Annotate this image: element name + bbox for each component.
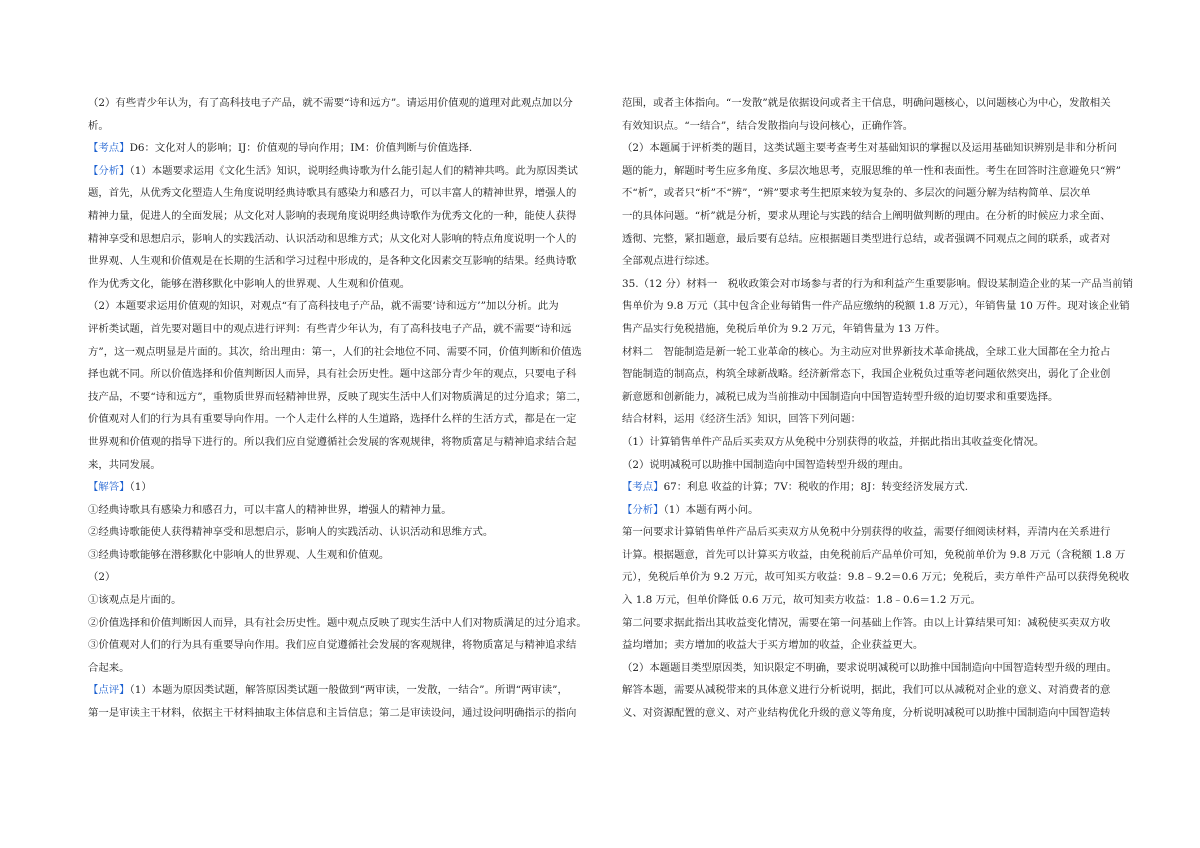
section-tag: 【分析】 (88, 164, 130, 177)
section-tag: 【点评】 (88, 684, 130, 697)
line-text: 第一是审读主干材料，依据主干材料抽取主体信息和主旨信息；第二是审读设问，通过设问明确指示的指向 (88, 707, 577, 720)
line-text: （2）本题要求运用价值观的知识，对观点“有了高科技电子产品，就不需要‘诗和远方’”加以分析。此为 (88, 300, 559, 313)
line-text: 作为优秀文化，能够在潜移默化中影响人的世界观、人生观和价值观。 (88, 277, 411, 290)
text-line (88, 182, 608, 205)
text-line (622, 160, 1142, 183)
line-text: 题的能力，解题时考生应多角度、多层次地思考，克服思维的单一性和表面性。考生在回答时注意避免只“辨” (622, 164, 1121, 177)
line-text: 解答本题，需要从减税带来的具体意义进行分析说明，据此，我们可以从减税对企业的意义、对消费者的意 (622, 684, 1111, 697)
text-line (88, 273, 608, 296)
text-line (88, 544, 608, 567)
line-text: 一的具体问题。“析”就是分析，要求从理论与实践的结合上阐明做判断的理由。在分析的时候应力求全面、 (622, 209, 1111, 222)
section-tag: 【解答】 (88, 481, 130, 494)
text-line (622, 92, 1142, 115)
line-text: （2）本题属于评析类的题目，这类试题主要考查考生对基础知识的掌握以及运用基础知识辨别是非和分析问 (622, 142, 1117, 155)
line-text: 题，首先，从优秀文化塑造人生角度说明经典诗歌具有感染力和感召力，可以丰富人的精神世界，增强人的 (88, 187, 577, 200)
text-line (88, 318, 608, 341)
text-line (622, 589, 1142, 612)
line-text: （2）有些青少年认为，有了高科技电子产品，就不需要“诗和远方”。请运用价值观的道理对此观点加以分 (88, 97, 573, 109)
line-text: 范围，或者主体指向。“一发散”就是依据设问或者主干信息，明确问题核心，以问题核心为中心，发散相关 (622, 97, 1111, 109)
text-line (622, 386, 1142, 409)
text-line (88, 386, 608, 409)
text-line (622, 273, 1142, 296)
line-text: 精神享受和思想启示，影响人的实践活动、认识活动和思维方式；从文化对人影响的特点角度说明一个人的 (88, 232, 577, 245)
line-text: ②经典诗歌能使人获得精神享受和思想启示，影响人的实践活动、认识活动和思维方式。 (88, 526, 494, 539)
text-line (88, 657, 608, 680)
text-line (88, 702, 608, 725)
right-column (622, 92, 1142, 725)
line-text: 全部观点进行综述。 (622, 255, 716, 268)
line-text: 售产品实行免税措施，免税后单价为 9.2 万元，年销售量为 13 万件。 (622, 322, 946, 335)
text-line (622, 205, 1142, 228)
line-text: 世界观和价值观的指导下进行的。所以我们应自觉遵循社会发展的客观规律，将物质富足与精神追求结合起 (88, 435, 577, 448)
section-tag: 【考点】 (88, 142, 130, 155)
line-text: 材料二 智能制造是新一轮工业革命的核心。为主动应对世界新技术革命挑战，全球工业大国都在全力抢占 (622, 345, 1111, 358)
text-line (622, 634, 1142, 657)
line-text: 元），免税后单价为 9.2 万元，故可知买方收益：9.8﹣9.2＝0.6 万元；免税后，卖方单件产品可以获得免税收 (622, 571, 1130, 584)
text-line (88, 205, 608, 228)
line-text: ③经典诗歌能够在潜移默化中影响人的世界观、人生观和价值观。 (88, 548, 390, 561)
text-line (88, 137, 608, 160)
line-text: 入 1.8 万元，但单价降低 0.6 万元，故可知卖方收益：1.8﹣0.6＝1.2 万元。 (622, 594, 981, 607)
text-line (88, 679, 608, 702)
line-text: 择也就不同。所以价值选择和价值判断因人而异，具有社会历史性。题中这部分青少年的观点，只要电子科 (88, 368, 577, 381)
line-text: 售单价为 9.8 万元（其中包含企业每销售一件产品应缴纳的税额 1.8 万元），年销售量 10 万件。现对该企业销 (622, 300, 1130, 313)
line-text: 方”，这一观点明显是片面的。其次，给出理由：第一，人们的社会地位不同、需要不同，价值判断和价值选 (88, 345, 582, 358)
text-line (622, 431, 1142, 454)
text-line (622, 137, 1142, 160)
line-text: 新意愿和创新能力，减税已成为当前推动中国制造向中国智造转型升级的迫切要求和重要选择。 (622, 390, 1059, 403)
line-text: 35.（12 分）材料一 税收政策会对市场参与者的行为和利益产生重要影响。假设某制造企业的某一产品当前销 (622, 277, 1134, 290)
line-text: 义、对资源配置的意义、对产业结构优化升级的意义等角度，分析说明减税可以助推中国制造向中国智造转 (622, 707, 1111, 720)
text-line (622, 318, 1142, 341)
line-text: 析。 (88, 119, 109, 132)
text-line (88, 160, 608, 183)
text-line (88, 634, 608, 657)
text-line (622, 679, 1142, 702)
text-line (622, 228, 1142, 251)
line-text: （1）计算销售单件产品后买卖双方从免税中分别获得的收益，并据此指出其收益变化情况。 (622, 435, 1045, 448)
left-column (88, 92, 608, 725)
line-text: （1）本题为原因类试题，解答原因类试题一般做到“两审读，一发散，一结合”。所谓“两审读”， (129, 684, 568, 697)
text-line (88, 566, 608, 589)
line-text: 结合材料，运用《经济生活》知识，回答下列问题： (622, 413, 861, 426)
text-line (88, 454, 608, 477)
text-line (88, 408, 608, 431)
line-text: 第二问要求据此指出其收益变化情况，需要在第一问基础上作答。由以上计算结果可知：减税使买卖双方收 (622, 616, 1111, 629)
line-text: （2）说明减税可以助推中国制造向中国智造转型升级的理由。 (622, 458, 910, 471)
line-text: 有效知识点。“一结合”，结合发散指向与设问核心，正确作答。 (622, 119, 914, 132)
text-line (88, 250, 608, 273)
line-text: 透彻、完整，紧扣题意，最后要有总结。应根据题目类型进行总结，或者强调不同观点之间的联系，或者对 (622, 232, 1111, 245)
text-line (622, 657, 1142, 680)
text-line (622, 115, 1142, 138)
text-line (88, 431, 608, 454)
line-text: 益均增加；卖方增加的收益大于买方增加的收益，企业获益更大。 (622, 639, 924, 652)
text-line (88, 476, 608, 499)
line-text: ③价值观对人们的行为具有重要导向作用。我们应自觉遵循社会发展的客观规律，将物质富足与精神追求结 (88, 639, 577, 652)
text-line (622, 476, 1142, 499)
line-text: 第一问要求计算销售单件产品后买卖双方从免税中分别获得的收益，需要仔细阅读材料，弄清内在关系进行 (622, 526, 1111, 539)
text-line (88, 115, 608, 138)
text-line (88, 612, 608, 635)
section-tag: 【分析】 (622, 503, 664, 516)
text-line (622, 499, 1142, 522)
text-line (88, 499, 608, 522)
text-line (88, 92, 608, 115)
text-line (622, 612, 1142, 635)
line-text: （1） (129, 481, 152, 494)
line-text: 技产品，不要“诗和远方”，重物质世界而轻精神世界，反映了现实生活中人们对物质满足的过分追求；第二， (88, 390, 587, 403)
line-text: 计算。根据题意，首先可以计算买方收益，由免税前后产品单价可知，免税前单价为 9.8 万元（含税额 1.8 万 (622, 548, 1126, 561)
line-text: （1）本题有两小问。 (663, 503, 759, 516)
line-text: 评析类试题，首先要对题目中的观点进行评判：有些青少年认为，有了高科技电子产品，就不需要“诗和远 (88, 322, 572, 335)
line-text: （2）本题题目类型原因类，知识限定不明确，要求说明减税可以助推中国制造向中国智造转型升级的理由。 (622, 661, 1117, 674)
line-text: 来，共同发展。 (88, 458, 161, 471)
line-text: D6：文化对人的影响；IJ：价值观的导向作用；IM：价值判断与价值选择. (129, 142, 473, 155)
text-line (622, 544, 1142, 567)
line-text: ①经典诗歌具有感染力和感召力，可以丰富人的精神世界，增强人的精神力量。 (88, 503, 452, 516)
line-text: 智能制造的制高点，构筑全球新战略。经济新常态下，我国企业税负过重等老问题依然突出，弱化了企业创 (622, 368, 1111, 381)
line-text: 价值观对人们的行为具有重要导向作用。一个人走什么样的人生道路，选择什么样的生活方式，都是在一定 (88, 413, 577, 426)
line-text: ②价值选择和价值判断因人而异，具有社会历史性。题中观点反映了现实生活中人们对物质满足的过分追求。 (88, 616, 587, 629)
text-line (622, 341, 1142, 364)
text-line (622, 250, 1142, 273)
text-line (88, 589, 608, 612)
text-line (88, 341, 608, 364)
text-line (88, 228, 608, 251)
text-line (622, 454, 1142, 477)
text-line (622, 363, 1142, 386)
line-text: 合起来。 (88, 661, 130, 674)
text-line (622, 521, 1142, 544)
text-line (622, 702, 1142, 725)
text-line (88, 295, 608, 318)
line-text: （1）本题要求运用《文化生活》知识，说明经典诗歌为什么能引起人们的精神共鸣。此为原因类试 (129, 164, 578, 177)
text-line (622, 295, 1142, 318)
line-text: ①该观点是片面的。 (88, 594, 182, 607)
text-line (622, 566, 1142, 589)
text-line (622, 182, 1142, 205)
line-text: 67：利息 收益的计算；7V：税收的作用；8J：转变经济发展方式. (663, 481, 969, 494)
text-line (622, 408, 1142, 431)
text-line (88, 521, 608, 544)
line-text: （2） (88, 571, 116, 584)
line-text: 精神力量，促进人的全面发展；从文化对人影响的表现角度说明经典诗歌作为优秀文化的一种，能使人获得 (88, 209, 577, 222)
line-text: 不“析”，或者只“析”不“辨”，“辨”要求考生把原来较为复杂的、多层次的问题分解为结构简单、层次单 (622, 187, 1091, 200)
section-tag: 【考点】 (622, 481, 664, 494)
text-line (88, 363, 608, 386)
line-text: 世界观、人生观和价值观是在长期的生活和学习过程中形成的，是各种文化因素交互影响的结果。经典诗歌 (88, 255, 577, 268)
